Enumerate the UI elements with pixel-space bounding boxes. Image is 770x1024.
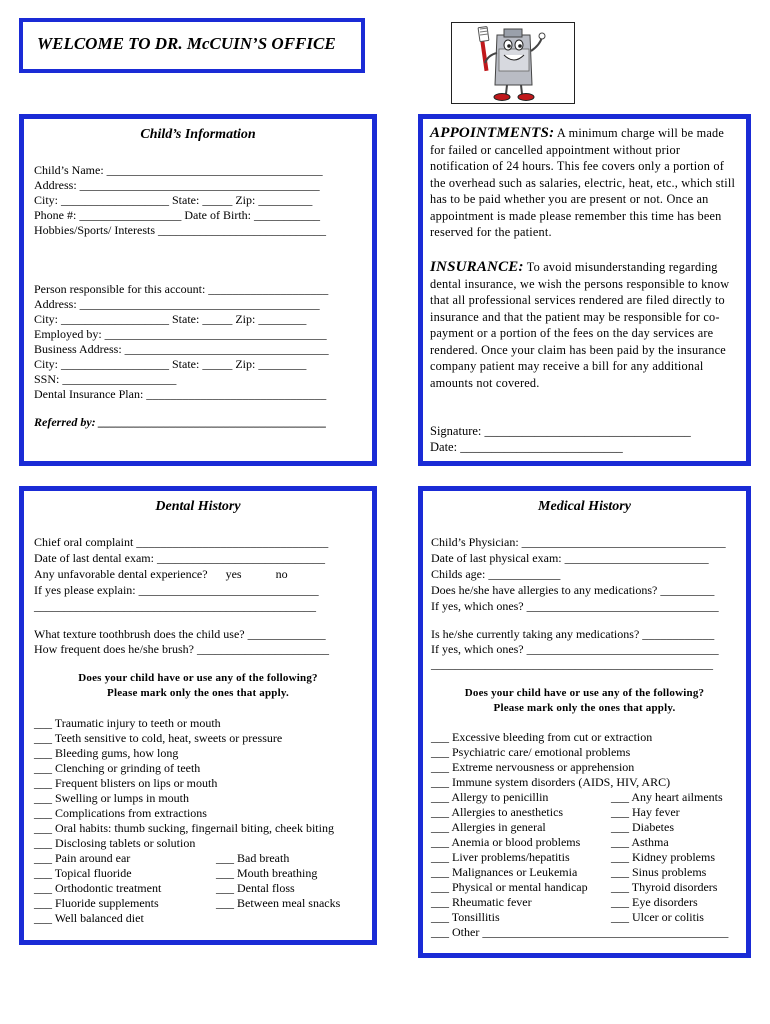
medical-checklist-item[interactable]: ___ Extreme nervousness or apprehension [431, 760, 635, 774]
medical-checklist-item[interactable]: ___ Asthma [611, 835, 669, 849]
medical-checklist-item[interactable]: ___ Allergies in general [431, 820, 546, 834]
medications-extra-field[interactable]: _______________________________________________ [431, 657, 713, 671]
child-info-title: Child’s Information [140, 127, 256, 142]
dental-checklist-item[interactable]: ___ Dental floss [216, 881, 295, 895]
dental-checklist-item[interactable]: ___ Frequent blisters on lips or mouth [34, 776, 218, 790]
medical-checklist-item[interactable]: ___ Tonsillitis [431, 910, 500, 924]
insurance-section [430, 259, 742, 391]
dental-checklist-item[interactable]: ___ Bad breath [216, 851, 290, 865]
medications-question-field[interactable]: Is he/she currently taking any medications? ____________ [431, 627, 715, 641]
allergies-which-field[interactable]: If yes, which ones? ________________________________ [431, 599, 719, 613]
medical-checklist-item[interactable]: ___ Rheumatic fever [431, 895, 532, 909]
dental-checklist-item[interactable]: ___ Oral habits: thumb sucking, fingernail biting, cheek biting [34, 821, 334, 835]
child-name-field[interactable]: Child’s Name: ____________________________________ [34, 163, 323, 177]
insurance-heading: INSURANCE: [430, 259, 524, 275]
appointments-text: A minimum charge will be made for failed or cancelled appointment without prior notification of 24 hours. This fee covers only a portion of the overhead such as salaries, electric, heat, etc., which still has to be paid whether you are present or not. Once an appointment is made please remember this time has been reserved for the patient. [430, 126, 736, 239]
signature-field[interactable]: Signature: _________________________________ [430, 424, 691, 438]
dental-checklist-item[interactable]: ___ Topical fluoride [34, 866, 132, 880]
responsible-city-field[interactable]: City: __________________ State: _____ Zip: ________ [34, 312, 307, 326]
appointments-heading: APPOINTMENTS: [430, 125, 555, 141]
medical-checklist-item[interactable]: ___ Malignances or Leukemia [431, 865, 578, 879]
insurance-text: To avoid misunderstanding regarding dental insurance, we wish the persons responsible to know that all professional services rendered are filed directly to insurance and that the patient may be responsible for co-payment or a portion of the fees on the day services are rendered. Once your claim has been paid by the insurance company patient may receive a bill for any additional amounts not covered. [430, 260, 730, 390]
child-info-panel [19, 114, 377, 466]
explain-field[interactable]: If yes please explain: ______________________________ [34, 583, 319, 597]
child-age-field[interactable]: Childs age: ____________ [431, 567, 561, 581]
medical-checklist-item[interactable]: ___ Allergy to penicillin [431, 790, 549, 804]
referred-by-field[interactable]: Referred by: ______________________________________ [34, 415, 327, 429]
medical-checklist-item[interactable]: ___ Excessive bleeding from cut or extraction [431, 730, 653, 744]
allergies-question-field[interactable]: Does he/she have allergies to any medications? _________ [431, 583, 715, 597]
last-dental-exam-field[interactable]: Date of last dental exam: ____________________________ [34, 551, 325, 565]
dental-checklist-item[interactable]: ___ Traumatic injury to teeth or mouth [34, 716, 221, 730]
dental-checklist-item[interactable]: ___ Between meal snacks [216, 896, 341, 910]
toothpaste-mascot-logo [451, 22, 575, 104]
medical-checklist-item[interactable]: ___ Any heart ailments [611, 790, 723, 804]
explain-field-2[interactable]: _______________________________________________ [34, 599, 316, 613]
medical-checklist-item[interactable]: ___ Anemia or blood problems [431, 835, 581, 849]
dental-checklist-item[interactable]: ___ Pain around ear [34, 851, 131, 865]
employed-by-field[interactable]: Employed by: _____________________________________ [34, 327, 327, 341]
medical-checklist-item[interactable]: ___ Thyroid disorders [611, 880, 718, 894]
dental-checklist-item[interactable]: ___ Bleeding gums, how long [34, 746, 179, 760]
dental-checklist-item[interactable]: ___ Mouth breathing [216, 866, 318, 880]
medical-checklist-item[interactable]: ___ Physical or mental handicap [431, 880, 588, 894]
dental-checklist-item[interactable]: ___ Fluoride supplements [34, 896, 159, 910]
date-field[interactable]: Date: __________________________ [430, 440, 623, 454]
medical-checklist-item[interactable]: ___ Liver problems/hepatitis [431, 850, 570, 864]
dental-instruction-2: Please mark only the ones that apply. [107, 687, 289, 699]
dental-checklist-item[interactable]: ___ Complications from extractions [34, 806, 207, 820]
dental-checklist-item[interactable]: ___ Orthodontic treatment [34, 881, 162, 895]
dental-checklist-item[interactable]: ___ Clenching or grinding of teeth [34, 761, 201, 775]
hobbies-field[interactable]: Hobbies/Sports/ Interests ____________________________ [34, 223, 326, 237]
ssn-field[interactable]: SSN: ___________________ [34, 372, 177, 386]
address-field[interactable]: Address: ________________________________________ [34, 178, 320, 192]
business-city-field[interactable]: City: __________________ State: _____ Zip: ________ [34, 357, 307, 371]
business-address-field[interactable]: Business Address: __________________________________ [34, 342, 329, 356]
yes-option[interactable]: yes [225, 567, 242, 581]
title-box [19, 18, 365, 73]
toothbrush-texture-field[interactable]: What texture toothbrush does the child use? _____________ [34, 627, 326, 641]
page-title: WELCOME TO DR. McCUIN’S OFFICE [37, 34, 336, 53]
dental-insurance-field[interactable]: Dental Insurance Plan: ______________________________ [34, 387, 327, 401]
dental-checklist-item[interactable]: ___ Swelling or lumps in mouth [34, 791, 190, 805]
medical-checklist-item[interactable]: ___ Kidney problems [611, 850, 715, 864]
medical-history-panel [418, 486, 751, 958]
medical-checklist-item[interactable]: ___ Sinus problems [611, 865, 707, 879]
dental-checklist-item[interactable]: ___ Disclosing tablets or solution [34, 836, 196, 850]
dental-instruction-1: Does your child have or use any of the following? [78, 672, 318, 684]
medical-checklist-item[interactable]: ___ Immune system disorders (AIDS, HIV, ARC) [431, 775, 671, 789]
other-field[interactable]: ___ Other _________________________________________ [431, 925, 729, 939]
medical-history-title: Medical History [538, 499, 631, 514]
brush-frequency-field[interactable]: How frequent does he/she brush? ______________________ [34, 642, 329, 656]
phone-dob-field[interactable]: Phone #: _________________ Date of Birth: ___________ [34, 208, 320, 222]
responsible-address-field[interactable]: Address: ________________________________________ [34, 297, 320, 311]
medical-instruction-1: Does your child have or use any of the following? [464, 687, 705, 699]
appointments-panel [418, 114, 751, 466]
medical-checklist-item[interactable]: ___ Hay fever [611, 805, 680, 819]
dental-checklist-item[interactable]: ___ Well balanced diet [34, 911, 144, 925]
unfavorable-experience-label: Any unfavorable dental experience? [34, 567, 208, 581]
physician-field[interactable]: Child’s Physician: __________________________________ [431, 535, 726, 549]
medical-checklist-item[interactable]: ___ Ulcer or colitis [611, 910, 704, 924]
medications-which-field[interactable]: If yes, which ones? ________________________________ [431, 642, 719, 656]
medical-instruction-2: Please mark only the ones that apply. [493, 702, 676, 714]
dental-history-title: Dental History [155, 499, 241, 514]
dental-checklist-item[interactable]: ___ Teeth sensitive to cold, heat, sweets or pressure [34, 731, 283, 745]
city-state-zip-field[interactable]: City: __________________ State: _____ Zip: _________ [34, 193, 313, 207]
unfavorable-experience-question [34, 567, 288, 582]
medical-checklist-item[interactable]: ___ Psychiatric care/ emotional problems [431, 745, 631, 759]
last-physical-field[interactable]: Date of last physical exam: ________________________ [431, 551, 709, 565]
chief-complaint-field[interactable]: Chief oral complaint ________________________________ [34, 535, 329, 549]
medical-checklist-item[interactable]: ___ Allergies to anesthetics [431, 805, 564, 819]
appointments-section [430, 125, 742, 241]
medical-checklist-item[interactable]: ___ Diabetes [611, 820, 674, 834]
medical-checklist-item[interactable]: ___ Eye disorders [611, 895, 698, 909]
responsible-person-field[interactable]: Person responsible for this account: ____________________ [34, 282, 329, 296]
no-option[interactable]: no [275, 567, 288, 581]
dental-history-panel [19, 486, 377, 945]
toothpaste-mascot-icon [452, 23, 574, 103]
